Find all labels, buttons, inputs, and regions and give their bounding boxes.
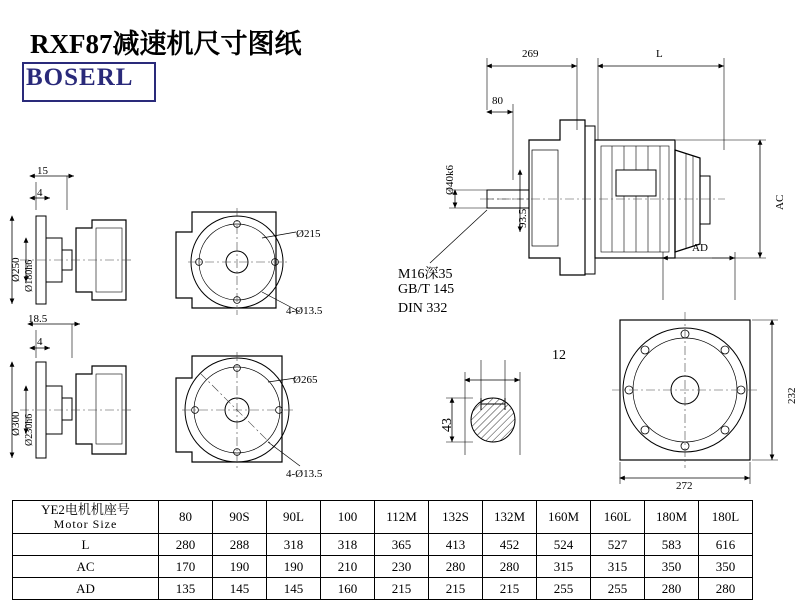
motor-size-header-cn: YE2电机机座号 xyxy=(41,502,130,517)
motor-size-5: 132S xyxy=(429,501,483,534)
motor-size-8: 160L xyxy=(591,501,645,534)
dim-272: 272 xyxy=(676,480,693,492)
motor-size-2: 90L xyxy=(267,501,321,534)
logo-text: BOSERL xyxy=(26,64,134,91)
cell-AD-0: 135 xyxy=(159,578,213,600)
motor-size-10: 180L xyxy=(699,501,753,534)
cell-L-5: 413 xyxy=(429,534,483,556)
cell-L-4: 365 xyxy=(375,534,429,556)
cell-AD-8: 255 xyxy=(591,578,645,600)
dim-265: Ø265 xyxy=(293,374,318,386)
motor-size-0: 80 xyxy=(159,501,213,534)
dim-250: Ø250 xyxy=(10,257,22,282)
motor-size-6: 132M xyxy=(483,501,537,534)
cell-L-9: 583 xyxy=(645,534,699,556)
dim-12: 12 xyxy=(552,348,566,363)
dim-AC: AC xyxy=(774,194,786,210)
cell-L-6: 452 xyxy=(483,534,537,556)
dim-40k6: Ø40k6 xyxy=(444,165,456,195)
cell-AD-10: 280 xyxy=(699,578,753,600)
dim-18-5: 18.5 xyxy=(28,313,48,325)
cell-L-3: 318 xyxy=(321,534,375,556)
spec-table xyxy=(12,500,753,600)
row-label-AC: AC xyxy=(13,556,159,578)
cell-L-10: 616 xyxy=(699,534,753,556)
dim-15: 15 xyxy=(37,165,48,177)
cell-AC-0: 170 xyxy=(159,556,213,578)
dim-4-b: 4 xyxy=(37,336,43,348)
dim-300: Ø300 xyxy=(10,411,22,436)
row-label-AD: AD xyxy=(13,578,159,600)
dim-232: 232 xyxy=(786,387,798,404)
cell-L-8: 527 xyxy=(591,534,645,556)
dim-L: L xyxy=(656,48,663,60)
motor-size-4: 112M xyxy=(375,501,429,534)
note-m16: M16深35 xyxy=(398,267,453,282)
cell-AC-3: 210 xyxy=(321,556,375,578)
dim-269: 269 xyxy=(522,48,539,60)
motor-size-header-en: Motor Size xyxy=(53,517,118,531)
cell-L-7: 524 xyxy=(537,534,591,556)
motor-size-1: 90S xyxy=(213,501,267,534)
motor-size-3: 100 xyxy=(321,501,375,534)
cell-AC-6: 280 xyxy=(483,556,537,578)
dim-holes-1: 4-Ø13.5 xyxy=(286,305,323,317)
cell-AD-6: 215 xyxy=(483,578,537,600)
dim-AD: AD xyxy=(692,242,708,254)
dim-4-a: 4 xyxy=(37,187,43,199)
motor-size-7: 160M xyxy=(537,501,591,534)
cell-AC-2: 190 xyxy=(267,556,321,578)
cell-AC-4: 230 xyxy=(375,556,429,578)
dim-80: 80 xyxy=(492,95,503,107)
table-row xyxy=(13,578,753,600)
cell-AC-7: 315 xyxy=(537,556,591,578)
dim-holes-2: 4-Ø13.5 xyxy=(286,468,323,480)
cell-AC-5: 280 xyxy=(429,556,483,578)
cell-AD-9: 280 xyxy=(645,578,699,600)
cell-AC-1: 190 xyxy=(213,556,267,578)
cell-AD-4: 215 xyxy=(375,578,429,600)
cell-AC-10: 350 xyxy=(699,556,753,578)
table-row xyxy=(13,534,753,556)
cell-L-1: 288 xyxy=(213,534,267,556)
dim-230h6: Ø230h6 xyxy=(24,413,35,446)
page-title: RXF87减速机尺寸图纸 xyxy=(30,29,302,59)
cell-AC-8: 315 xyxy=(591,556,645,578)
note-din332: DIN 332 xyxy=(398,301,448,316)
note-gbt145: GB/T 145 xyxy=(398,282,455,297)
cell-L-0: 280 xyxy=(159,534,213,556)
table-row-header xyxy=(13,501,753,534)
cell-L-2: 318 xyxy=(267,534,321,556)
dim-93-5: 93.5 xyxy=(517,208,529,228)
dim-180h6: Ø180h6 xyxy=(24,259,35,292)
cell-AD-2: 145 xyxy=(267,578,321,600)
dim-43: 43 xyxy=(440,418,455,432)
motor-size-9: 180M xyxy=(645,501,699,534)
motor-size-header xyxy=(13,501,159,534)
cell-AD-3: 160 xyxy=(321,578,375,600)
dim-215: Ø215 xyxy=(296,228,321,240)
cell-AD-1: 145 xyxy=(213,578,267,600)
table-row xyxy=(13,556,753,578)
cell-AD-7: 255 xyxy=(537,578,591,600)
cell-AD-5: 215 xyxy=(429,578,483,600)
row-label-L: L xyxy=(13,534,159,556)
cell-AC-9: 350 xyxy=(645,556,699,578)
